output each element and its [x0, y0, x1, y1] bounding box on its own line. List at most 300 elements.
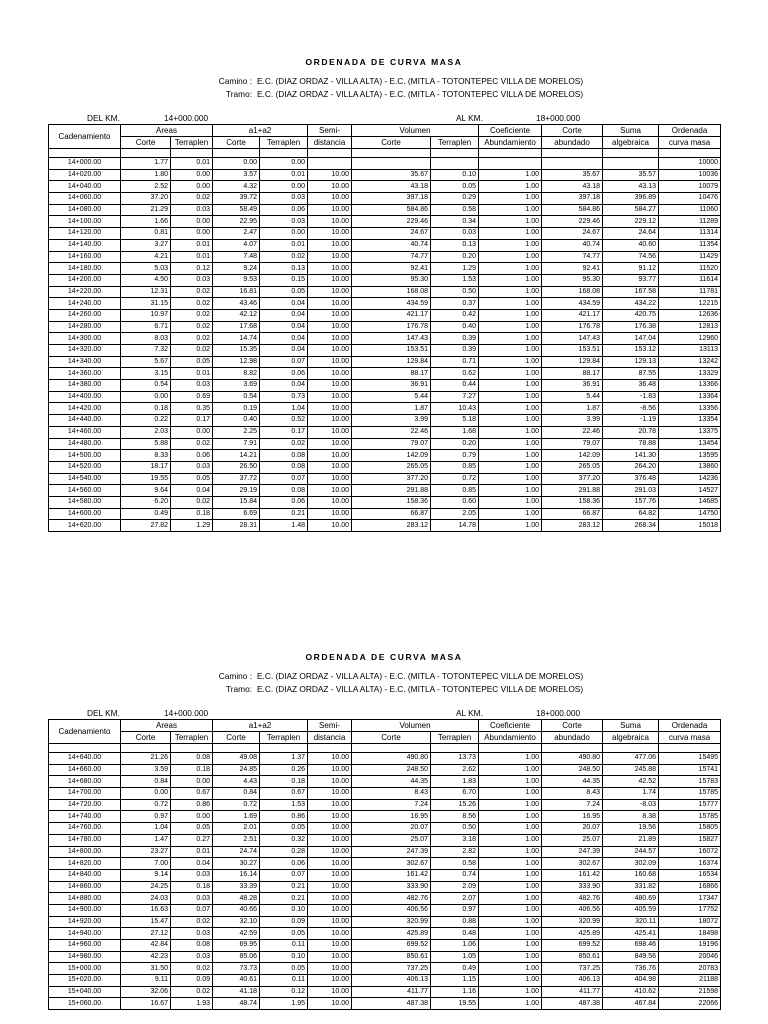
table-cell: 0.11 [260, 975, 308, 987]
table-cell: 40.74 [352, 239, 431, 251]
table-cell: 19.55 [121, 473, 171, 485]
table-cell: 167.58 [603, 286, 659, 298]
table-cell: 15+040.00 [49, 986, 121, 998]
table-cell: 10.00 [308, 508, 352, 520]
table-cell: 2.82 [431, 846, 479, 858]
table-cell: 14+360.00 [49, 368, 121, 380]
table-cell: 1.05 [431, 951, 479, 963]
col-corte-abundado: Corte [542, 125, 603, 137]
table-cell: 1.00 [479, 228, 542, 240]
table-cell: 20046 [659, 951, 721, 963]
table-cell: 420.75 [603, 309, 659, 321]
table-cell: 40.60 [603, 239, 659, 251]
table-cell: 16.95 [542, 811, 603, 823]
table-cell: 0.15 [260, 274, 308, 286]
table-cell: 1.68 [431, 426, 479, 438]
table-cell: 0.03 [431, 228, 479, 240]
table-cell: 15785 [659, 788, 721, 800]
table-cell: 850.61 [542, 951, 603, 963]
table-row [49, 204, 721, 216]
table-cell: 0.02 [171, 298, 213, 310]
table-cell: 0.02 [171, 286, 213, 298]
table-cell: 14+740.00 [49, 811, 121, 823]
table-cell: 5.18 [431, 415, 479, 427]
table-cell: 1.95 [260, 998, 308, 1010]
table-cell: 0.21 [260, 508, 308, 520]
table-cell: 0.18 [121, 403, 171, 415]
table-cell: 16866 [659, 881, 721, 893]
table-cell: 14527 [659, 485, 721, 497]
table-cell: 13242 [659, 356, 721, 368]
table-cell: 14+520.00 [49, 461, 121, 473]
table-row [49, 356, 721, 368]
table-cell: 32.06 [121, 986, 171, 998]
table-cell: 14236 [659, 473, 721, 485]
table-cell: 0.01 [260, 169, 308, 181]
table-cell: 29.19 [213, 485, 260, 497]
table-cell: 64.82 [603, 508, 659, 520]
table-cell: 7.24 [542, 799, 603, 811]
table-cell: 24.74 [213, 846, 260, 858]
table-cell: 0.02 [260, 251, 308, 263]
table-cell: 19.55 [431, 998, 479, 1010]
table-cell: 15741 [659, 764, 721, 776]
table-cell: 87.55 [603, 368, 659, 380]
table-cell: 15827 [659, 834, 721, 846]
col-a1a2: a1+a2 [213, 720, 308, 732]
table-cell: 129.84 [542, 356, 603, 368]
table-cell: 1.66 [121, 216, 171, 228]
table-row [49, 869, 721, 881]
table-cell: 10.00 [308, 951, 352, 963]
table-cell: 41.18 [213, 986, 260, 998]
header-row-2 [49, 732, 721, 744]
table-cell: 0.02 [171, 309, 213, 321]
table-cell: 1.00 [479, 485, 542, 497]
table-cell: 10.00 [308, 834, 352, 846]
col-suma: Suma [603, 720, 659, 732]
table-cell: 13364 [659, 391, 721, 403]
table-cell: 1.00 [479, 321, 542, 333]
table-cell: 0.08 [171, 753, 213, 765]
table-row [49, 916, 721, 928]
table-cell: 302.67 [542, 858, 603, 870]
table-cell: 3.18 [431, 834, 479, 846]
table-cell: 14.21 [213, 450, 260, 462]
table-cell: 18.17 [121, 461, 171, 473]
table-cell: 0.00 [171, 169, 213, 181]
table-cell: 11314 [659, 228, 721, 240]
table-cell: 10.00 [308, 298, 352, 310]
table-cell [479, 158, 542, 170]
table-cell: 14+200.00 [49, 274, 121, 286]
table-row [49, 904, 721, 916]
table-cell: 1.00 [479, 216, 542, 228]
table-cell: 0.11 [260, 940, 308, 952]
table-cell: 48.28 [213, 893, 260, 905]
table-row [49, 228, 721, 240]
table-cell: 0.00 [171, 426, 213, 438]
table-cell: 0.00 [171, 776, 213, 788]
col-volumen-terraplen: Terraplen [431, 732, 479, 744]
table-row [49, 415, 721, 427]
col-curva-masa: curva masa [659, 732, 721, 744]
table-cell: 27.82 [121, 520, 171, 532]
table-cell: 10036 [659, 169, 721, 181]
table-cell: 79.07 [542, 438, 603, 450]
table-cell: 0.03 [171, 204, 213, 216]
table-cell: 0.04 [260, 309, 308, 321]
table-cell: 3.99 [542, 415, 603, 427]
table-cell: 0.35 [171, 403, 213, 415]
table-row [49, 485, 721, 497]
table-cell: 0.49 [431, 963, 479, 975]
table-cell: 411.77 [352, 986, 431, 998]
table-cell: 1.00 [479, 274, 542, 286]
table-cell: 0.20 [431, 438, 479, 450]
table-row [49, 893, 721, 905]
table-cell: 13595 [659, 450, 721, 462]
table-cell: 10476 [659, 193, 721, 205]
table-cell: 0.00 [171, 228, 213, 240]
table-cell: 482.76 [352, 893, 431, 905]
table-cell [431, 158, 479, 170]
table-row [49, 986, 721, 998]
table-cell: 1.15 [431, 975, 479, 987]
table-cell: 10.00 [308, 309, 352, 321]
table-cell: 14+480.00 [49, 438, 121, 450]
table-cell: 0.02 [171, 333, 213, 345]
table-cell: 10.00 [308, 916, 352, 928]
table-cell: 0.03 [171, 461, 213, 473]
table-cell: 6.71 [121, 321, 171, 333]
table-cell: 22.46 [352, 426, 431, 438]
table-cell: 1.00 [479, 380, 542, 392]
camino-value: E.C. (DIAZ ORDAZ - VILLA ALTA) - E.C. (MITLA - TOTONTEPEC VILLA DE MORELOS) [257, 76, 584, 86]
table-cell: 247.39 [352, 846, 431, 858]
table-cell: 248.50 [542, 764, 603, 776]
header-row-2 [49, 137, 721, 149]
table-cell: 0.22 [121, 415, 171, 427]
table-cell: 1.00 [479, 309, 542, 321]
table-cell: 15495 [659, 753, 721, 765]
table-cell: 14+380.00 [49, 380, 121, 392]
table-cell: 8.38 [603, 811, 659, 823]
table-cell: 10.00 [308, 799, 352, 811]
table-cell: 21598 [659, 986, 721, 998]
table-cell: 1.00 [479, 893, 542, 905]
table-cell: 0.04 [171, 858, 213, 870]
table-row [49, 846, 721, 858]
table-cell: 10.00 [308, 345, 352, 357]
table-cell: 0.02 [171, 986, 213, 998]
table-cell: 10.00 [308, 753, 352, 765]
table-cell: 10.00 [308, 193, 352, 205]
table-cell: 14+780.00 [49, 834, 121, 846]
table-cell: 17.68 [213, 321, 260, 333]
table-cell: 0.17 [260, 426, 308, 438]
col-a1a2-terraplen: Terraplen [260, 732, 308, 744]
table-cell: 10.00 [308, 893, 352, 905]
table-cell: 1.93 [171, 998, 213, 1010]
table-cell: 176.38 [603, 321, 659, 333]
table-cell: 14+960.00 [49, 940, 121, 952]
table-cell: 19196 [659, 940, 721, 952]
header-row-1 [49, 125, 721, 137]
table-cell: 0.08 [260, 461, 308, 473]
table-cell: 404.98 [603, 975, 659, 987]
table-cell: 1.00 [479, 951, 542, 963]
table-cell: 1.47 [121, 834, 171, 846]
table-cell: 248.50 [352, 764, 431, 776]
table-cell: 0.42 [431, 309, 479, 321]
table-row [49, 508, 721, 520]
table-cell: 0.03 [171, 380, 213, 392]
table-cell: 14+760.00 [49, 823, 121, 835]
table-cell: 1.00 [479, 169, 542, 181]
table-cell: 0.40 [213, 415, 260, 427]
table-cell: 229.46 [352, 216, 431, 228]
table-cell [308, 158, 352, 170]
table-cell: 0.07 [171, 904, 213, 916]
table-row [49, 181, 721, 193]
col-areas-terraplen: Terraplen [171, 732, 213, 744]
table-cell: 0.21 [260, 881, 308, 893]
table-cell: 92.41 [542, 263, 603, 275]
table-cell: 4.50 [121, 274, 171, 286]
table-cell: 176.78 [352, 321, 431, 333]
table-row [49, 216, 721, 228]
table-cell: 10.00 [308, 368, 352, 380]
col-abundamiento: Abundamiento [479, 732, 542, 744]
table-cell: 0.54 [213, 391, 260, 403]
table-cell: 8.43 [352, 788, 431, 800]
table-cell: 0.73 [260, 391, 308, 403]
table-cell: 3.15 [121, 368, 171, 380]
table-cell: 331.82 [603, 881, 659, 893]
table-cell: 15805 [659, 823, 721, 835]
table-cell: 0.02 [171, 193, 213, 205]
table-cell: 14+800.00 [49, 846, 121, 858]
table-cell: 487.38 [352, 998, 431, 1010]
col-cadenamiento: Cadenamiento [49, 125, 121, 149]
table-cell: 1.00 [479, 904, 542, 916]
table-cell: 14+280.00 [49, 321, 121, 333]
table-cell: 302.09 [603, 858, 659, 870]
table-cell: 15.47 [121, 916, 171, 928]
table-cell: 0.09 [260, 916, 308, 928]
table-cell: 2.47 [213, 228, 260, 240]
table-cell: 13356 [659, 403, 721, 415]
table-row [49, 834, 721, 846]
table-cell: 37.20 [121, 193, 171, 205]
spacer-row [49, 149, 721, 158]
col-a1a2-corte: Corte [213, 137, 260, 149]
table-cell: 95.30 [542, 274, 603, 286]
table-row [49, 239, 721, 251]
table-cell: 11289 [659, 216, 721, 228]
table-cell: 1.00 [479, 811, 542, 823]
table-cell: 0.26 [260, 764, 308, 776]
table-cell: 42.52 [603, 776, 659, 788]
table-cell: 1.00 [479, 368, 542, 380]
table-cell: 10.00 [308, 333, 352, 345]
spacer-row [49, 744, 721, 753]
table-cell: 0.08 [260, 485, 308, 497]
table-cell: 0.18 [171, 881, 213, 893]
table-cell: 0.05 [171, 823, 213, 835]
table-cell: 477.06 [603, 753, 659, 765]
table-cell: 9.53 [213, 274, 260, 286]
table-cell: 0.04 [260, 298, 308, 310]
table-cell: 0.05 [171, 356, 213, 368]
table-cell: 142.09 [352, 450, 431, 462]
table-row [49, 263, 721, 275]
table-cell: 20.78 [603, 426, 659, 438]
table-cell: 1.00 [479, 473, 542, 485]
table-cell: 1.00 [479, 881, 542, 893]
table-cell: 35.67 [542, 169, 603, 181]
table-cell: 26.50 [213, 461, 260, 473]
table-cell: 0.06 [171, 450, 213, 462]
col-areas-corte: Corte [121, 732, 171, 744]
camino-label: Camino : [218, 671, 252, 681]
table-cell: 24.03 [121, 893, 171, 905]
table-cell: 0.02 [260, 438, 308, 450]
table-cell: 15018 [659, 520, 721, 532]
table-cell: 0.50 [431, 286, 479, 298]
table-row [49, 438, 721, 450]
table-cell: 0.32 [260, 834, 308, 846]
table-cell: 14+860.00 [49, 881, 121, 893]
table-cell: 14+460.00 [49, 426, 121, 438]
col-algebraica: algebraica [603, 137, 659, 149]
table-cell: 4.21 [121, 251, 171, 263]
table-cell: 302.67 [352, 858, 431, 870]
table-cell: 22.95 [213, 216, 260, 228]
table-cell: 14+560.00 [49, 485, 121, 497]
table-cell: 17347 [659, 893, 721, 905]
table-cell: 291.03 [603, 485, 659, 497]
header-row-1 [49, 720, 721, 732]
table-cell: 168.08 [352, 286, 431, 298]
table-row [49, 496, 721, 508]
table-cell: 0.09 [171, 975, 213, 987]
table-cell: 1.00 [479, 415, 542, 427]
table-cell: 16.95 [352, 811, 431, 823]
table-cell: 5.44 [542, 391, 603, 403]
table-cell: 1.00 [479, 403, 542, 415]
table-cell: 1.00 [479, 333, 542, 345]
table-cell: 0.01 [171, 158, 213, 170]
table-cell: 10.00 [308, 823, 352, 835]
table-cell: 5.88 [121, 438, 171, 450]
table-cell: 13354 [659, 415, 721, 427]
tramo-value: E.C. (DIAZ ORDAZ - VILLA ALTA) - E.C. (MITLA - TOTONTEPEC VILLA DE MORELOS) [257, 89, 584, 99]
table-cell: 14+340.00 [49, 356, 121, 368]
table-cell: 333.90 [352, 881, 431, 893]
table-cell: 0.27 [171, 834, 213, 846]
table-cell: 66.87 [352, 508, 431, 520]
table-cell: 2.01 [213, 823, 260, 835]
col-semi: Semi- [308, 720, 352, 732]
table-cell: 14+060.00 [49, 193, 121, 205]
table-cell: 91.12 [603, 263, 659, 275]
mass-curve-table [48, 124, 721, 532]
table-cell: 406.13 [542, 975, 603, 987]
table-cell: 18498 [659, 928, 721, 940]
col-volumen-corte: Corte [352, 137, 431, 149]
table-cell: 406.13 [352, 975, 431, 987]
table-cell: 14+580.00 [49, 496, 121, 508]
table-cell: 1.00 [479, 764, 542, 776]
table-cell: 396.89 [603, 193, 659, 205]
table-cell: 0.28 [260, 846, 308, 858]
col-areas-terraplen: Terraplen [171, 137, 213, 149]
table-cell: 13.73 [431, 753, 479, 765]
al-km-value: 18+000.000 [536, 113, 581, 123]
table-cell: 10.00 [308, 869, 352, 881]
km-range [0, 708, 768, 719]
table-cell: 1.00 [479, 450, 542, 462]
al-km-label: AL KM. [456, 113, 483, 123]
table-cell: 3.69 [213, 380, 260, 392]
table-cell: 229.46 [542, 216, 603, 228]
table-cell: 8.33 [121, 450, 171, 462]
table-cell: 376.48 [603, 473, 659, 485]
table-cell: 20.07 [352, 823, 431, 835]
table-cell: 161.42 [542, 869, 603, 881]
table-cell: 333.90 [542, 881, 603, 893]
col-algebraica: algebraica [603, 732, 659, 744]
table-cell: 14+020.00 [49, 169, 121, 181]
table-cell: 421.17 [352, 309, 431, 321]
table-cell: 14+680.00 [49, 776, 121, 788]
table-cell: 0.03 [260, 193, 308, 205]
table-cell: 9.24 [213, 263, 260, 275]
table-cell: 1.00 [479, 916, 542, 928]
table-row [49, 298, 721, 310]
table-cell: 8.43 [542, 788, 603, 800]
table-cell: 35.57 [603, 169, 659, 181]
table-cell: 6.70 [431, 788, 479, 800]
table-cell: 1.00 [479, 239, 542, 251]
table-cell: 44.35 [542, 776, 603, 788]
table-cell: 58.49 [213, 204, 260, 216]
table-cell: 0.02 [171, 916, 213, 928]
table-row [49, 963, 721, 975]
table-row [49, 858, 721, 870]
table-cell: 0.00 [171, 216, 213, 228]
table-cell: -8.56 [603, 403, 659, 415]
table-cell: 698.46 [603, 940, 659, 952]
table-cell: 16374 [659, 858, 721, 870]
table-cell: 0.69 [171, 391, 213, 403]
table-cell: 74.56 [603, 251, 659, 263]
table-cell: 425.89 [352, 928, 431, 940]
table-cell: 10.00 [308, 928, 352, 940]
table-cell: 13113 [659, 345, 721, 357]
col-volumen-terraplen: Terraplen [431, 137, 479, 149]
table-cell: 6.20 [121, 496, 171, 508]
table-cell: 0.58 [431, 204, 479, 216]
table-cell: 1.00 [479, 928, 542, 940]
table-cell: 9.11 [121, 975, 171, 987]
table-cell: 0.10 [260, 951, 308, 963]
table-cell: 1.48 [260, 520, 308, 532]
tramo-label: Tramo: [226, 89, 252, 99]
table-cell: 3.57 [213, 169, 260, 181]
